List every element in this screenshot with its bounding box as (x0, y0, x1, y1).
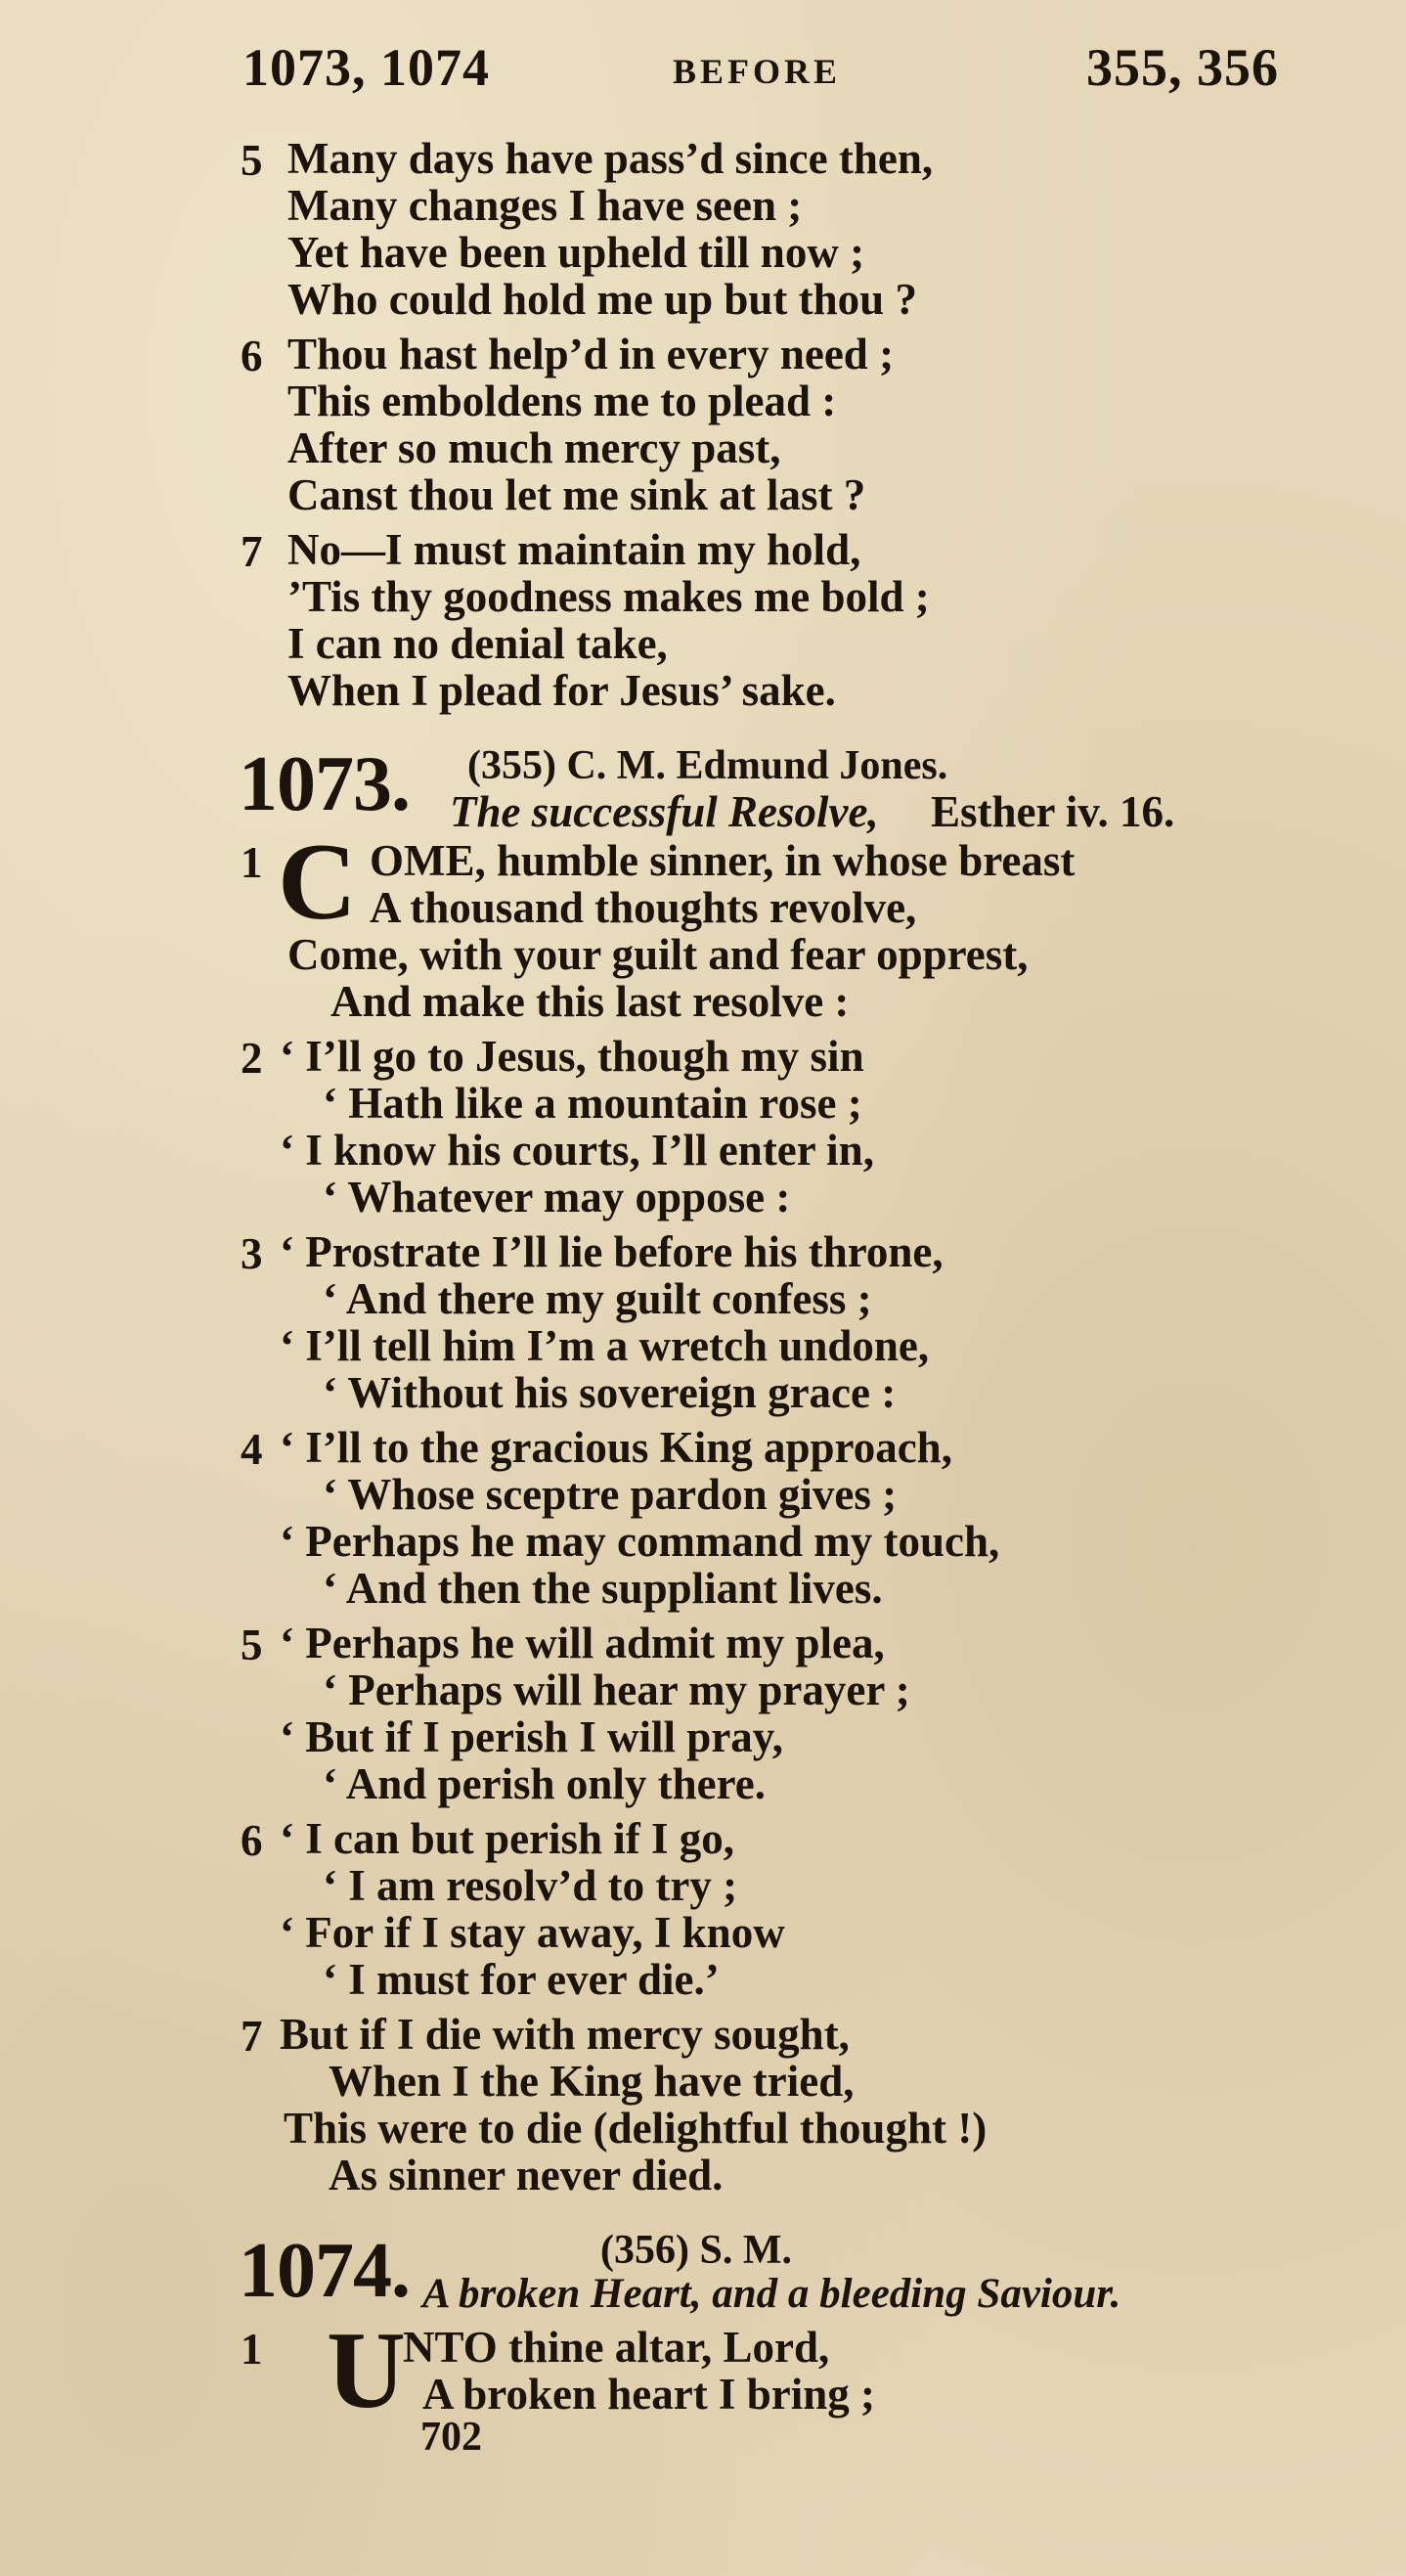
verse-line: ‘ For if I stay away, I know (280, 1908, 785, 1957)
verse-line: ‘ I’ll go to Jesus, though my sin (280, 1032, 864, 1081)
hymn-meta: (356) S. M. (600, 2228, 792, 2273)
verse-number: 7 (241, 527, 263, 576)
page-number: 702 (420, 2415, 482, 2460)
verse-line: ‘ I must for ever die.’ (323, 1955, 720, 2004)
verse-number: 4 (241, 1425, 263, 1474)
verse-line: ‘ I can but perish if I go, (280, 1814, 735, 1863)
verse-line: After so much mercy past, (287, 423, 781, 472)
header-tune-range: 355, 356 (1086, 38, 1279, 97)
verse-line: ‘ Prostrate I’ll lie before his throne, (280, 1227, 944, 1276)
verse-line: ‘ Perhaps he will admit my plea, (280, 1619, 885, 1667)
running-header (242, 37, 1279, 106)
hymn-title: A broken Heart, and a bleeding Saviour. (422, 2271, 1121, 2317)
verse-line: ‘ And there my guilt confess ; (323, 1274, 872, 1323)
verse-line: ‘ And then the suppliant lives. (323, 1564, 883, 1613)
hymn-number: 1074. (239, 2228, 410, 2314)
verse-line: No—I must maintain my hold, (287, 525, 861, 574)
verse-number: 1 (241, 2325, 263, 2374)
verse-line: ‘ Whatever may oppose : (323, 1173, 791, 1221)
drop-cap: U (327, 2310, 406, 2431)
header-section-title: BEFORE (673, 52, 842, 91)
verse-line: This emboldens me to plead : (287, 377, 837, 425)
verse-line: Who could hold me up but thou ? (287, 275, 917, 324)
verse-line: NTO thine altar, Lord, (403, 2323, 830, 2372)
verse-line: ‘ I am resolv’d to try ; (323, 1861, 738, 1910)
verse-line: Many changes I have seen ; (287, 181, 803, 230)
verse-line: Yet have been upheld till now ; (287, 228, 865, 277)
verse-line: ‘ Perhaps he may command my touch, (280, 1517, 1000, 1566)
verse-line: ‘ I’ll to the gracious King approach, (280, 1423, 952, 1472)
verse-line: ‘ Whose sceptre pardon gives ; (323, 1470, 898, 1519)
verse-line: Thou hast help’d in every need ; (287, 330, 895, 378)
verse-line: As sinner never died. (329, 2151, 724, 2199)
verse-line: OME, humble sinner, in whose breast (370, 836, 1076, 885)
verse-line: ‘ Perhaps will hear my prayer ; (323, 1666, 910, 1714)
hymn-number: 1073. (239, 741, 410, 827)
verse-line: ‘ Without his sovereign grace : (323, 1368, 897, 1417)
verse-number: 6 (241, 1816, 263, 1865)
verse-number: 3 (241, 1229, 263, 1278)
verse-line: Canst thou let me sink at last ? (287, 470, 866, 519)
verse-line: When I plead for Jesus’ sake. (287, 666, 836, 715)
verse-number: 5 (241, 136, 263, 185)
verse-number: 1 (241, 838, 263, 887)
verse-line: I can no denial take, (287, 619, 668, 668)
verse-line: ’Tis thy goodness makes me bold ; (287, 572, 930, 621)
verse-line: ‘ I’ll tell him I’m a wretch undone, (280, 1321, 930, 1370)
verse-line: But if I die with mercy sought, (280, 2010, 850, 2059)
verse-line: A broken heart I bring ; (422, 2370, 875, 2419)
verse-line: A thousand thoughts revolve, (370, 883, 917, 932)
verse-number: 6 (241, 332, 263, 380)
verse-number: 5 (241, 1621, 263, 1669)
header-hymn-range: 1073, 1074 (242, 38, 490, 97)
verse-number: 7 (241, 2012, 263, 2061)
verse-number: 2 (241, 1034, 263, 1083)
hymn-meta: (355) C. M. Edmund Jones. (467, 743, 948, 788)
hymn-title: The successful Resolve, (450, 787, 879, 836)
verse-line: ‘ But if I perish I will pray, (280, 1712, 784, 1761)
verse-line: This were to die (delightful thought !) (284, 2104, 988, 2153)
verse-line: Many days have pass’d since then, (287, 134, 934, 183)
verse-line: ‘ And perish only there. (323, 1759, 766, 1808)
scripture-reference: Esther iv. 16. (931, 787, 1175, 836)
verse-line: Come, with your guilt and fear opprest, (287, 930, 1029, 979)
drop-cap: C (278, 822, 357, 943)
verse-line: ‘ I know his courts, I’ll enter in, (280, 1126, 874, 1175)
verse-line: ‘ Hath like a mountain rose ; (323, 1079, 862, 1128)
verse-line: When I the King have tried, (329, 2057, 855, 2106)
verse-line: And make this last resolve : (330, 977, 850, 1026)
